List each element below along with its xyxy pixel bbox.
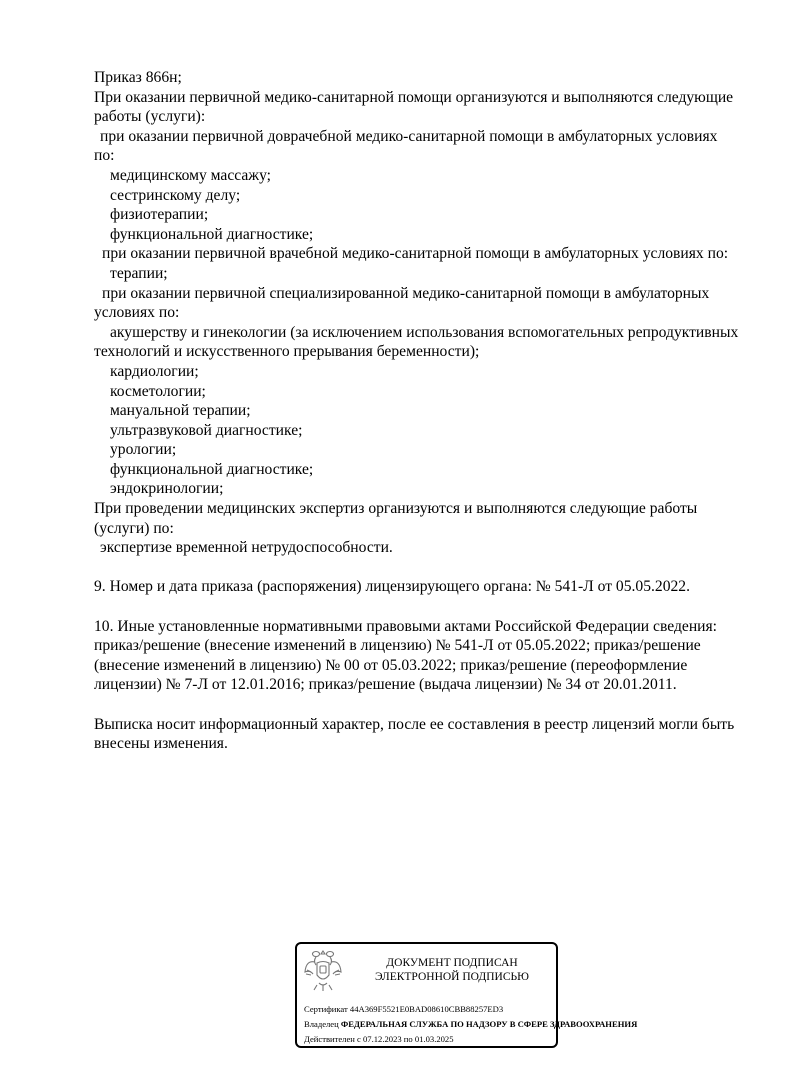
text-line: технологий и искусственного прерывания беременности); [94,343,480,361]
order-ref: Приказ 866н; [94,69,182,86]
list-item: функциональной диагностике; [110,225,314,243]
text-line: при оказании первичной врачебной медико-санитарной помощи в амбулаторных условиях по: [102,245,729,263]
list-item: косметологии; [110,382,206,400]
stamp-title: ДОКУМЕНТ ПОДПИСАН ЭЛЕКТРОННОЙ ПОДПИСЬЮ [375,957,529,983]
double-headed-eagle-icon [303,948,343,994]
list-item: физиотерапии; [110,206,209,224]
section-9: 9. Номер и дата приказа (распоряжения) лицензирующего органа: № 541-Л от 05.05.2022. [94,578,691,596]
text-line: лицензии) № 7-Л от 12.01.2016; приказ/решение (выдача лицензии) № 34 от 20.01.2011. [94,676,677,694]
disclaimer: Выписка носит информационный характер, после ее составления в реестр лицензий могли быть [94,715,735,733]
text-line: (внесение изменений в лицензию) № 00 от 05.03.2022; приказ/решение (переоформление [94,656,688,674]
certificate-line: Сертификат 44A369F5521E0BAD08610CBB88257ED3 [304,1004,504,1014]
text-line: внесены изменения. [94,735,228,753]
text-line: При проведении медицинских экспертиз организуются и выполняются следующие работы [94,500,698,518]
validity-line: Действителен с 07.12.2023 по 01.03.2025 [304,1034,454,1044]
list-item: функциональной диагностике; [110,460,314,478]
text-line: при оказании первичной доврачебной медико-санитарной помощи в амбулаторных условиях [100,127,718,145]
text-line: работы (услуги): [94,108,206,126]
list-item: ультразвуковой диагностике; [110,421,303,439]
list-item: экспертизе временной нетрудоспособности. [100,539,393,557]
owner-line: Владелец ФЕДЕРАЛЬНАЯ СЛУЖБА ПО НАДЗОРУ В СФЕРЕ ЗДРАВООХРАНЕНИЯ [304,1019,638,1029]
text-line: (услуги) по: [94,519,174,537]
list-item: медицинскому массажу; [110,166,272,184]
text-line: по: [94,147,115,165]
list-item: терапии; [110,264,168,282]
document-body [94,68,774,754]
text-line: при оказании первичной специализированной медико-санитарной помощи в амбулаторных [102,284,710,302]
list-item: акушерству и гинекологии (за исключением использования вспомогательных репродуктивных [110,323,739,341]
text-line: условиях по: [94,304,180,322]
section-10: 10. Иные установленные нормативными правовыми актами Российской Федерации сведения: [94,617,718,635]
list-item: мануальной терапии; [110,402,251,420]
electronic-signature-stamp [295,942,638,1048]
list-item: эндокринологии; [110,480,224,498]
list-item: кардиологии; [110,362,199,380]
text-line: приказ/решение (внесение изменений в лицензию) № 541-Л от 05.05.2022; приказ/решение [94,637,701,655]
list-item: урологии; [110,441,177,459]
text-line: При оказании первичной медико-санитарной помощи организуются и выполняются следующие [94,88,734,106]
list-item: сестринскому делу; [110,186,241,204]
